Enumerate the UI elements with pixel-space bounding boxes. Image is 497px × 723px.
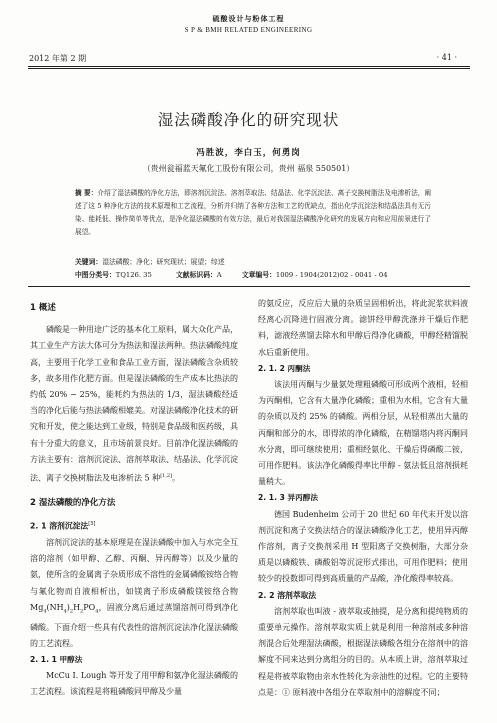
keywords-label: 关键词： [75,258,103,266]
paragraph: 磷酸是一种用途广泛的基本化工原料，属大众化产品，其工业生产方法大体可分为热法和湿法两种。热法磷酸纯度高，主要用于化学工业和食品工业方面，湿法磷酸含杂质较多，故多用作化肥方面。但是湿法磷酸的生产成本比热法的约低 20% ~ 25%，能耗约为热法的 1/3，湿法磷酸经适当的净化后能与热法磷酸相媲美。对湿法磷酸净化技术的研究和开发，使之能达到工业级，特别是食品级和医药级，具有十分重大的意义，且市场前景良好。目前净化湿法磷酸的方法主要有：溶剂沉淀法、溶剂萃取法、结晶法、化学沉淀法、离子交换树脂法及电渗析法 5 种[1,2]。 [30,325,238,483]
issue-label: 2012 年第 2 期 [29,54,87,63]
doc-code-value: A [216,271,222,279]
subsubsection-heading-methanol: 2. 1. 1 甲醇法 [30,654,83,664]
journal-title: 硫酸设计与粉体工程 [212,15,285,23]
page-number: · 41 · [436,53,457,62]
paragraph: 德国 Budenheim 公司于 20 世纪 60 年代末开发以溶剂沉淀和离子交换法结合的湿法磷酸净化工艺，使用异丙醇作溶剂，离子交换剂采用 H 型阳离子交换树脂，大部分杂质是以磷酸铁、磷酸铝等沉淀形式排出，可用作肥料；使用较少的投数即可得到高质量的产品酸，净化酸得率较高。 [258,509,468,584]
subsubsection-heading-isopropanol: 2. 1. 3 异丙醇法 [258,493,318,503]
section-heading-methods: 2 湿法磷酸的净化方法 [30,497,116,508]
citation: [3] [88,521,96,528]
abstract [75,187,431,239]
classification-line [75,269,431,279]
keywords-line [75,256,431,266]
header-rule [28,66,470,67]
journal-title-english: S P & BMH RELATED ENGINEERING [184,26,313,34]
article-affiliation: （贵州瓮福蓝天氟化工股份有限公司，贵州 福泉 550501） [142,164,355,173]
clc-label: 中图分类号： [75,271,116,279]
citation: [1,2] [160,473,173,480]
paragraph: 溶剂沉淀法的基本原理是在湿法磷酸中加入与水完全互溶的溶剂（如甲醇、乙醇、丙酮、异丙醇等）以及少量的氨，使所含的金属离子杂质形成不溶性的金属磷酸铵络合物与氟化物而自液相析出，如镁离子形成磷酸镁铵络合物 $Mg_4(NH_4)_2H_2PO_4$，固液分离后通过蒸馏溶剂可得到净化磷酸。下面介绍一些具有代表性的溶剂沉淀法净化湿法磷酸的工艺流程。 [30,537,238,648]
subsection-heading-solvent-precipitation: 2. 1 溶剂沉淀法[3] [30,521,96,531]
article-title: 湿法磷酸净化的研究现状 [157,111,340,129]
abstract-text: 介绍了湿法磷酸的净化方法，即溶剂沉淀法、溶剂萃取法、结晶法、化学沉淀法、离子交换树脂法及电渗析法，阐述了这 5 种净化方法的技术原理和工艺流程，分析并归纳了各种方法和工艺的优缺点，指出化学沉淀法和结晶法具有无污染、能耗低、操作简单等优点，是净化湿法磷酸的有效方法，最后对我国湿法磷酸净化研究的发展方向和应用前景进行了展望。 [75,189,432,236]
right-column [258,296,468,701]
clc-value: TQ126. 35 [115,271,152,279]
abstract-rule [28,286,470,287]
section-heading-overview: 1 概述 [30,303,56,313]
paragraph: 的氨反应，反应后大量的杂质呈固相析出，将此泥浆状料液经离心沉降进行固液分离。滤饼经甲醇洗涤并干燥后作肥料，滤液经蒸馏去除水和甲醇后得净化磷酸，甲醇经精馏脱水后重新使用。 [258,299,468,357]
abstract-label: 摘 要： [75,189,98,197]
article-no-value: 1009 - 1904(2012)02 - 0041 - 04 [275,271,388,279]
paragraph: 该法用丙酮与少量氨处理粗磷酸可形成两个液相，轻相为丙酮相，它含有大量净化磷酸；重相为水相，它含有大量的杂质以及约 25% 的磷酸。两相分层，从轻相蒸出大量的丙酮和部分的水，即得浓的净化磷酸，在精馏塔内将丙酮同水分离，即可继续使用；重相经氨化、干燥后得磷酸二铵，可用作肥料。该法净化磷酸得率比甲醇 - 氨法低且溶剂损耗量稍大。 [258,380,468,487]
paragraph: 溶剂萃取也叫液 - 液萃取或抽提，是分离和提纯物质的重要单元操作。溶剂萃取实质上就是利用一种溶剂或多种溶剂混合后处理湿法磷酸，根据湿法磷酸各组分在溶剂中的溶解度不同来达到分离组分的目的。从本质上讲，溶剂萃取过程是将被萃取物由亲水性转化为亲油性的过程。它的主要特点是：① 原料液中各组分在萃取剂中的溶解度不同； [258,606,468,697]
article-authors: 冯胜波，李白玉，何勇岗 [196,148,301,158]
subsubsection-heading-acetone: 2. 1. 2 丙酮法 [258,363,311,373]
subsection-heading-solvent-extraction: 2. 2 溶剂萃取法 [258,590,317,600]
keywords: 湿法磷酸；净化；研究现状；展望；综述 [102,258,225,266]
left-column [30,296,238,701]
doc-code-label: 文献标识码： [176,271,217,279]
paragraph: McCu I. Lough 等开发了用甲醇和氨净化湿法磷酸的工艺流程。该流程是将粗磷酸同甲醇及少量 [30,671,238,697]
header-rule-thin [28,68,470,69]
article-no-label: 文章编号： [241,271,276,279]
